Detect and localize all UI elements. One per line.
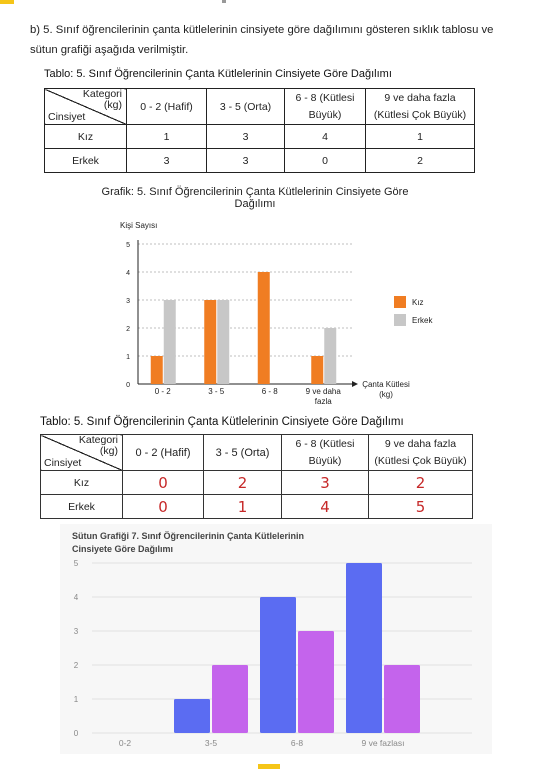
table1-corner-unit: (kg) (103, 99, 122, 111)
chart1-bar (311, 356, 323, 384)
table2-cell: 3 (282, 471, 369, 495)
table1-header-2: 6 - 8 (Kütlesi Büyük) (285, 89, 366, 125)
chart2-ytick-label: 2 (73, 661, 79, 670)
table1-cell: 2 (366, 149, 475, 173)
top-dot-mark (222, 0, 226, 3)
top-tab-mark (0, 0, 14, 4)
chart1-x-axis-arrow (352, 381, 358, 387)
table2-corner-unit: (kg) (99, 445, 118, 457)
chart2-ytick-label: 5 (73, 559, 79, 568)
chart1-bar (151, 356, 163, 384)
table-row (41, 495, 473, 519)
chart2-bar (212, 665, 248, 733)
table2-cell: 2 (369, 471, 473, 495)
chart2-xtick-label: 6-8 (290, 738, 304, 748)
table2-header-0: 0 - 2 (Hafif) (123, 435, 204, 471)
frequency-table-1 (44, 88, 475, 173)
chart1-xtick-label: fazla (314, 397, 332, 406)
intro-paragraph: b) 5. Sınıf öğrencilerinin çanta kütlelerinin cinsiyete göre dağılımını gösteren sıklık tablosu ve sütun grafiği aşağıda verilmiştir. (30, 24, 494, 56)
chart1-bar (164, 300, 176, 384)
chart1-ytick-label: 2 (126, 326, 130, 333)
chart2-bar (384, 665, 420, 733)
chart1-xlabel: Çanta Kütlesi (362, 380, 410, 389)
chart1-ylabel: Kişi Sayısı (120, 221, 158, 230)
chart2-ytick-label: 3 (73, 627, 79, 636)
table1-corner-cell (45, 89, 127, 125)
chart1-xlabel-unit: (kg) (379, 390, 393, 399)
table2-cell: 0 (123, 471, 204, 495)
table2-corner-top: Kategori (78, 434, 118, 446)
chart1-legend-label: Kız (412, 298, 424, 307)
table1-cell: 3 (207, 149, 285, 173)
chart1-ytick-label: 5 (126, 242, 130, 249)
table1-cell: 1 (366, 125, 475, 149)
chart1-bar (324, 328, 336, 384)
table1-cell: 1 (127, 125, 207, 149)
table2-header-1: 3 - 5 (Orta) (204, 435, 282, 471)
table-row (45, 149, 475, 173)
table-row (45, 125, 475, 149)
table-row (41, 471, 473, 495)
chart1-title: Grafik: 5. Sınıf Öğrencilerinin Çanta Kütlelerinin Cinsiyete Göre Dağılımı (101, 186, 409, 210)
chart2-ytick-label: 0 (73, 729, 79, 738)
chart2-svg (0, 555, 544, 755)
chart2-ytick-label: 1 (73, 695, 79, 704)
table2-cell: 4 (282, 495, 369, 519)
chart2-bar (298, 631, 334, 733)
table2-cell: 5 (369, 495, 473, 519)
table2-row-0-label: Kız (41, 471, 123, 495)
chart1-legend-label: Erkek (412, 316, 433, 325)
table1-corner-bottom: Cinsiyet (48, 111, 86, 123)
chart1-legend-swatch (394, 314, 406, 326)
table1-row-1-label: Erkek (45, 149, 127, 173)
table2-cell: 2 (204, 471, 282, 495)
chart1-bar (217, 300, 229, 384)
table1-header-3: 9 ve daha fazla (Kütlesi Çok Büyük) (366, 89, 475, 125)
table1-cell: 3 (207, 125, 285, 149)
table2-header-2: 6 - 8 (Kütlesi Büyük) (282, 435, 369, 471)
table1-header-0: 0 - 2 (Hafif) (127, 89, 207, 125)
table1-header-1: 3 - 5 (Orta) (207, 89, 285, 125)
bottom-tab-mark (258, 764, 280, 769)
table2-corner-cell (41, 435, 123, 471)
table2-row-1-label: Erkek (41, 495, 123, 519)
table1-cell: 4 (285, 125, 366, 149)
chart1-xtick-label: 0 - 2 (154, 387, 171, 396)
table1-corner-top: Kategori (82, 88, 122, 100)
chart1-xtick-label: 3 - 5 (208, 387, 225, 396)
table2-cell: 0 (123, 495, 204, 519)
chart1-bar (258, 272, 270, 384)
chart2-bar (260, 597, 296, 733)
chart2-ytick-label: 4 (73, 593, 79, 602)
chart1-svg (0, 220, 544, 406)
chart1-ytick-label: 4 (126, 270, 130, 277)
table1-cell: 3 (127, 149, 207, 173)
chart2-title: Sütun Grafiği 7. Sınıf Öğrencilerinin Çanta Kütlelerinin Cinsiyete Göre Dağılımı (72, 531, 305, 554)
chart1-xtick-label: 6 - 8 (261, 387, 278, 396)
table1-cell: 0 (285, 149, 366, 173)
chart2-xtick-label: 3-5 (204, 738, 218, 748)
chart2-bar (174, 699, 210, 733)
chart2-xtick-label: 9 ve fazlası (361, 738, 405, 748)
table2-header-3: 9 ve daha fazla (Kütlesi Çok Büyük) (369, 435, 473, 471)
table2-cell: 1 (204, 495, 282, 519)
chart1-ytick-label: 1 (126, 354, 130, 361)
table1-row-0-label: Kız (45, 125, 127, 149)
chart1-xtick-label: 9 ve daha (305, 387, 341, 396)
chart1-ytick-label: 0 (126, 382, 130, 389)
chart2-xtick-label: 0-2 (118, 738, 132, 748)
chart1-bar (204, 300, 216, 384)
table1-title: Tablo: 5. Sınıf Öğrencilerinin Çanta Kütlelerinin Cinsiyete Göre Dağılımı (44, 68, 392, 80)
chart1-ytick-label: 3 (126, 298, 130, 305)
chart1-legend-swatch (394, 296, 406, 308)
table2-corner-bottom: Cinsiyet (44, 457, 82, 469)
table2-title: Tablo: 5. Sınıf Öğrencilerinin Çanta Kütlelerinin Cinsiyete Göre Dağılımı (40, 416, 404, 428)
frequency-table-2 (40, 434, 473, 519)
chart2-bar (346, 563, 382, 733)
